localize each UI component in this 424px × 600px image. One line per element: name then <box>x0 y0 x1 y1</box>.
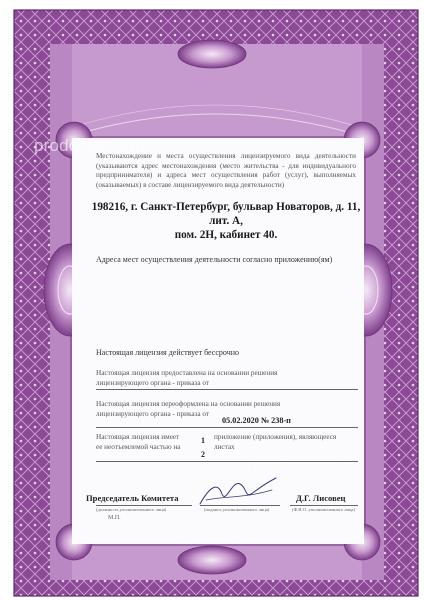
signatory-title: Председатель Комитета <box>86 493 179 503</box>
watermark-bottom: prodoctorov.ru <box>254 456 353 473</box>
license-basis <box>96 369 358 388</box>
annex-text-3: приложение (приложения), являющееся <box>214 433 337 441</box>
reissue-line-1: Настоящая лицензия переоформлена на основании решения <box>96 400 281 408</box>
address-line-1: 198216, г. Санкт-Петербург, бульвар Новаторов, д. 11, лит. А, <box>91 201 361 227</box>
caption-signature: (подпись уполномоченного лица) <box>204 507 270 512</box>
annex-text-1: Настоящая лицензия имеет <box>96 433 180 441</box>
annex-text-4: листах <box>214 443 235 451</box>
annex-underline <box>96 461 358 462</box>
annex-count: 1 <box>201 436 205 445</box>
basis-underline <box>96 389 358 390</box>
basis-line-1: Настоящая лицензия предоставлена на основании решения <box>96 369 278 377</box>
sites-note: Адреса мест осуществления деятельности согласно приложению(ям) <box>96 255 333 264</box>
reissue-line-2: лицензирующего органа - приказа от <box>96 409 210 418</box>
annex-sheets: 2 <box>201 450 205 459</box>
stamp-place: М.П. <box>108 515 121 521</box>
annex-text-2: ее неотъемлемой частью на <box>96 443 181 451</box>
name-underline <box>290 505 358 506</box>
title-underline <box>96 505 192 506</box>
license-address <box>84 200 368 242</box>
signature-underline <box>200 505 280 506</box>
basis-line-2: лицензирующего органа - приказа от <box>96 378 210 387</box>
reissue-underline <box>96 427 358 428</box>
address-line-2: пом. 2Н, кабинет 40. <box>174 229 278 241</box>
watermark-top: prodoctorov.ru <box>34 136 146 155</box>
caption-position: (должность уполномоченного лица) <box>96 507 167 512</box>
caption-name: (Ф.И.О. уполномоченного лица) <box>292 507 355 512</box>
license-validity: Настоящая лицензия действует бессрочно <box>96 348 240 357</box>
location-description: Местонахождение и места осуществления лицензируемого вида деятельности (указываются адрес местонахождения (место жительства - для индивидуального предпринимателя) и адреса мест осуществления работ (услуг), выполняемых (оказываемых) в составе лицензируемого вида деятельности) <box>96 152 356 189</box>
reissue-order-value: 05.02.2020 № 238-п <box>222 416 291 425</box>
signatory-name: Д.Г. Лисовец <box>296 493 346 503</box>
